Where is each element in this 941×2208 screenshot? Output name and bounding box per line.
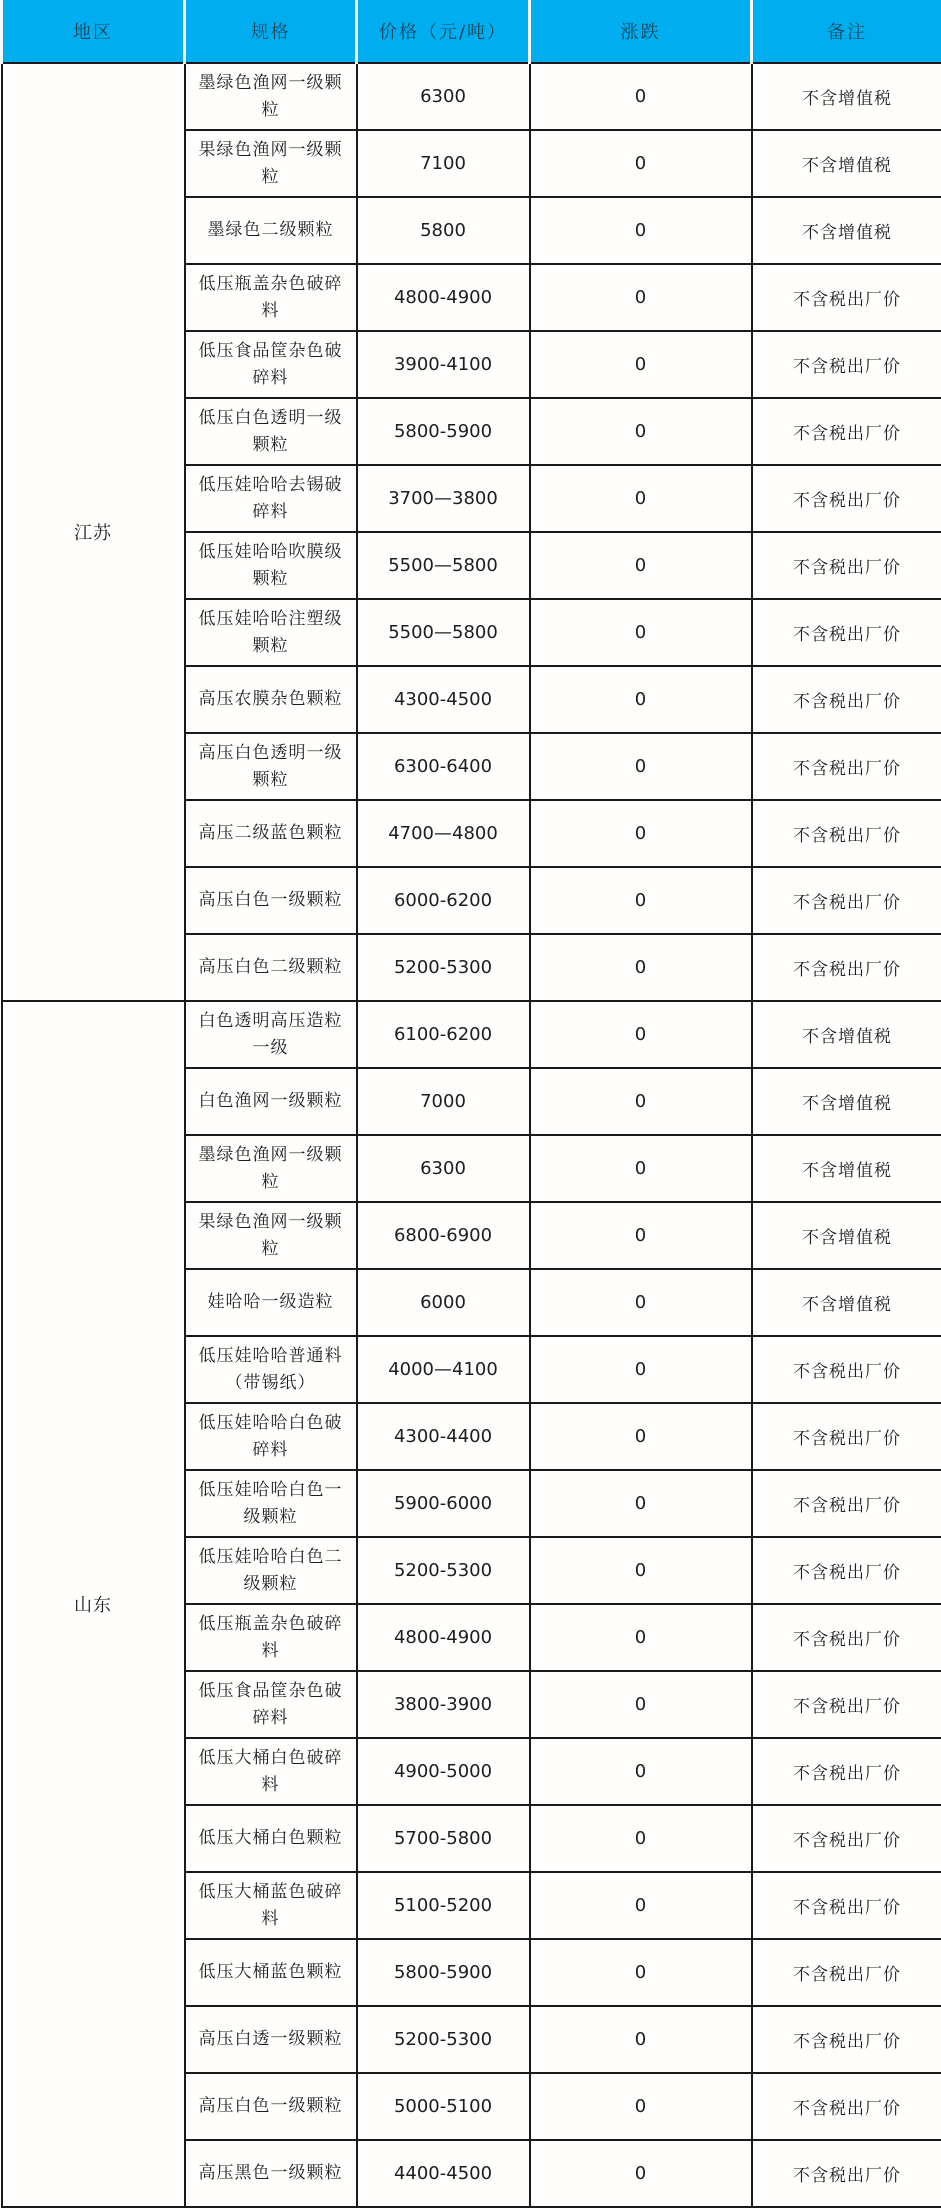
spec-cell: 低压大桶蓝色破碎料 [185,1872,357,1939]
price-cell: 6000-6200 [357,867,530,934]
spec-cell: 低压娃哈哈白色破碎料 [185,1403,357,1470]
note-cell: 不含税出厂价 [752,1470,941,1537]
note-cell: 不含增值税 [752,130,941,197]
price-cell: 4300-4500 [357,666,530,733]
price-cell: 4800-4900 [357,264,530,331]
spec-cell: 高压白色一级颗粒 [185,2073,357,2140]
note-cell: 不含税出厂价 [752,867,941,934]
spec-cell: 高压二级蓝色颗粒 [185,800,357,867]
price-cell: 5500—5800 [357,599,530,666]
spec-cell: 果绿色渔网一级颗粒 [185,1202,357,1269]
change-cell: 0 [530,1403,752,1470]
note-cell: 不含税出厂价 [752,2073,941,2140]
note-cell: 不含增值税 [752,197,941,264]
price-cell: 6000 [357,1269,530,1336]
change-cell: 0 [530,666,752,733]
price-cell: 4800-4900 [357,1604,530,1671]
table-row [2,63,941,130]
price-cell: 6100-6200 [357,1001,530,1068]
price-cell: 6800-6900 [357,1202,530,1269]
spec-cell: 低压大桶蓝色颗粒 [185,1939,357,2006]
change-cell: 0 [530,331,752,398]
spec-cell: 高压白色一级颗粒 [185,867,357,934]
note-cell: 不含增值税 [752,1269,941,1336]
region-cell: 江苏 [2,63,185,1001]
note-cell: 不含税出厂价 [752,733,941,800]
change-cell: 0 [530,1805,752,1872]
price-cell: 4300-4400 [357,1403,530,1470]
change-cell: 0 [530,1135,752,1202]
spec-cell: 低压娃哈哈吹膜级颗粒 [185,532,357,599]
change-cell: 0 [530,398,752,465]
change-cell: 0 [530,264,752,331]
spec-cell: 白色渔网一级颗粒 [185,1068,357,1135]
header-price: 价格（元/吨） [357,0,530,63]
price-cell: 5800-5900 [357,1939,530,2006]
price-cell: 5500—5800 [357,532,530,599]
spec-cell: 低压大桶白色颗粒 [185,1805,357,1872]
note-cell: 不含税出厂价 [752,1939,941,2006]
spec-cell: 墨绿色二级颗粒 [185,197,357,264]
spec-cell: 高压农膜杂色颗粒 [185,666,357,733]
note-cell: 不含税出厂价 [752,1872,941,1939]
spec-cell: 高压黑色一级颗粒 [185,2140,357,2207]
price-cell: 3900-4100 [357,331,530,398]
note-cell: 不含增值税 [752,63,941,130]
change-cell: 0 [530,1001,752,1068]
note-cell: 不含税出厂价 [752,398,941,465]
spec-cell: 低压瓶盖杂色破碎料 [185,1604,357,1671]
change-cell: 0 [530,1671,752,1738]
note-cell: 不含税出厂价 [752,1738,941,1805]
region-cell: 山东 [2,1001,185,2207]
table-body [2,63,941,2207]
change-cell: 0 [530,1470,752,1537]
header-row [2,0,941,63]
change-cell: 0 [530,1939,752,2006]
price-cell: 3800-3900 [357,1671,530,1738]
change-cell: 0 [530,1738,752,1805]
spec-cell: 低压食品筐杂色破碎料 [185,331,357,398]
change-cell: 0 [530,1604,752,1671]
change-cell: 0 [530,1336,752,1403]
change-cell: 0 [530,532,752,599]
change-cell: 0 [530,599,752,666]
spec-cell: 低压娃哈哈普通料（带锡纸） [185,1336,357,1403]
note-cell: 不含税出厂价 [752,532,941,599]
price-cell: 5800-5900 [357,398,530,465]
price-cell: 4000—4100 [357,1336,530,1403]
header-note: 备注 [752,0,941,63]
note-cell: 不含税出厂价 [752,264,941,331]
spec-cell: 娃哈哈一级造粒 [185,1269,357,1336]
change-cell: 0 [530,465,752,532]
note-cell: 不含增值税 [752,1001,941,1068]
change-cell: 0 [530,867,752,934]
header-region: 地区 [2,0,185,63]
note-cell: 不含税出厂价 [752,934,941,1001]
change-cell: 0 [530,2140,752,2207]
note-cell: 不含税出厂价 [752,1671,941,1738]
change-cell: 0 [530,1269,752,1336]
note-cell: 不含增值税 [752,1135,941,1202]
spec-cell: 高压白色二级颗粒 [185,934,357,1001]
change-cell: 0 [530,800,752,867]
note-cell: 不含税出厂价 [752,2006,941,2073]
header-spec: 规格 [185,0,357,63]
change-cell: 0 [530,1202,752,1269]
price-cell: 7100 [357,130,530,197]
price-cell: 7000 [357,1068,530,1135]
change-cell: 0 [530,2006,752,2073]
price-cell: 6300 [357,63,530,130]
spec-cell: 墨绿色渔网一级颗粒 [185,63,357,130]
note-cell: 不含增值税 [752,1068,941,1135]
change-cell: 0 [530,733,752,800]
note-cell: 不含税出厂价 [752,1805,941,1872]
price-cell: 5700-5800 [357,1805,530,1872]
price-cell: 5000-5100 [357,2073,530,2140]
note-cell: 不含税出厂价 [752,465,941,532]
table-row [2,1001,941,1068]
spec-cell: 低压大桶白色破碎料 [185,1738,357,1805]
spec-cell: 低压娃哈哈白色一级颗粒 [185,1470,357,1537]
note-cell: 不含税出厂价 [752,599,941,666]
note-cell: 不含税出厂价 [752,1537,941,1604]
change-cell: 0 [530,63,752,130]
note-cell: 不含增值税 [752,1202,941,1269]
price-cell: 5200-5300 [357,1537,530,1604]
price-cell: 4400-4500 [357,2140,530,2207]
spec-cell: 高压白透一级颗粒 [185,2006,357,2073]
price-cell: 5100-5200 [357,1872,530,1939]
spec-cell: 高压白色透明一级颗粒 [185,733,357,800]
change-cell: 0 [530,1872,752,1939]
spec-cell: 白色透明高压造粒一级 [185,1001,357,1068]
price-cell: 5200-5300 [357,2006,530,2073]
note-cell: 不含税出厂价 [752,331,941,398]
header-change: 涨跌 [530,0,752,63]
price-cell: 5200-5300 [357,934,530,1001]
note-cell: 不含税出厂价 [752,666,941,733]
note-cell: 不含税出厂价 [752,1336,941,1403]
spec-cell: 低压娃哈哈去锡破碎料 [185,465,357,532]
note-cell: 不含税出厂价 [752,1403,941,1470]
price-cell: 6300-6400 [357,733,530,800]
price-cell: 6300 [357,1135,530,1202]
change-cell: 0 [530,130,752,197]
note-cell: 不含税出厂价 [752,800,941,867]
spec-cell: 低压娃哈哈注塑级颗粒 [185,599,357,666]
price-cell: 5800 [357,197,530,264]
table-header [2,0,941,63]
change-cell: 0 [530,934,752,1001]
change-cell: 0 [530,1537,752,1604]
price-cell: 3700—3800 [357,465,530,532]
spec-cell: 低压食品筐杂色破碎料 [185,1671,357,1738]
spec-cell: 低压娃哈哈白色二级颗粒 [185,1537,357,1604]
spec-cell: 墨绿色渔网一级颗粒 [185,1135,357,1202]
spec-cell: 低压瓶盖杂色破碎料 [185,264,357,331]
change-cell: 0 [530,197,752,264]
spec-cell: 果绿色渔网一级颗粒 [185,130,357,197]
price-cell: 4700—4800 [357,800,530,867]
price-cell: 5900-6000 [357,1470,530,1537]
change-cell: 0 [530,2073,752,2140]
change-cell: 0 [530,1068,752,1135]
note-cell: 不含税出厂价 [752,1604,941,1671]
price-cell: 4900-5000 [357,1738,530,1805]
spec-cell: 低压白色透明一级颗粒 [185,398,357,465]
note-cell: 不含税出厂价 [752,2140,941,2207]
